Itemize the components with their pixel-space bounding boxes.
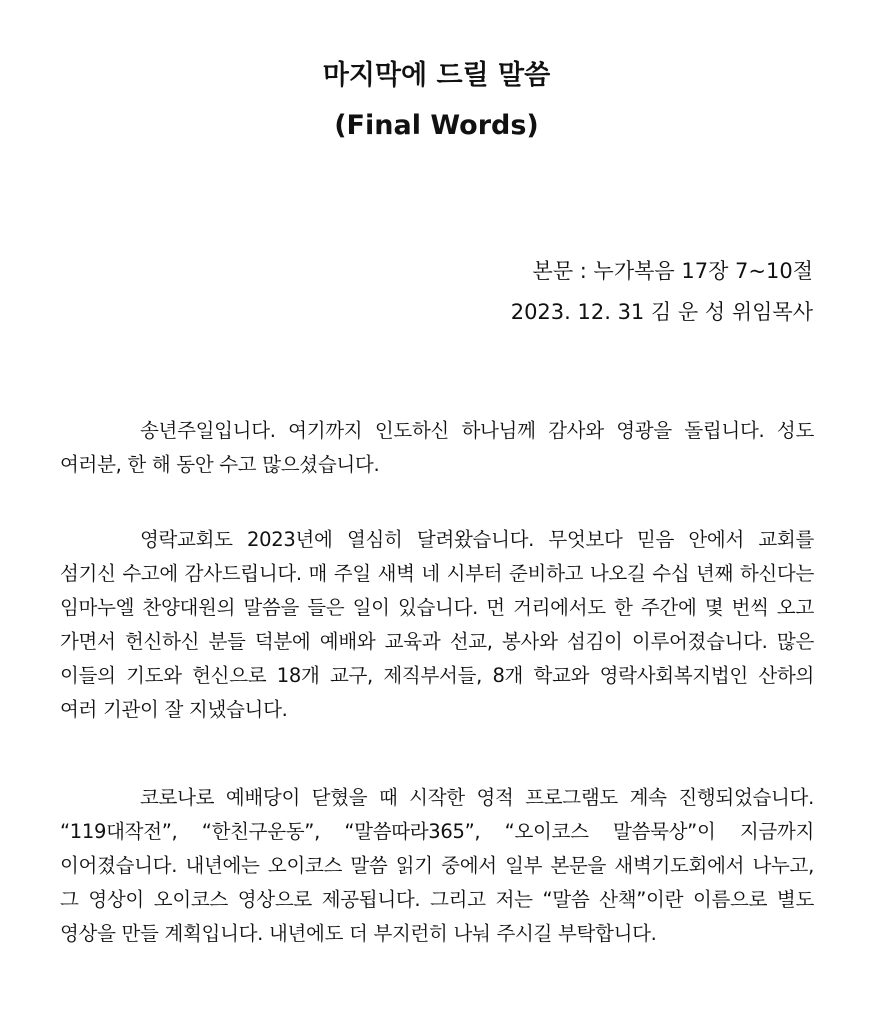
title-korean: 마지막에 드릴 말씀 xyxy=(322,60,551,91)
paragraph-1: 송년주일입니다. 여기까지 인도하신 하나님께 감사와 영광을 돌립니다. 성도 여러분, 한 해 동안 수고 많으셨습니다. xyxy=(60,419,814,476)
title-english: (Final Words) xyxy=(334,110,539,141)
paragraph-3: 코로나로 예배당이 닫혔을 때 시작한 영적 프로그램도 계속 진행되었습니다. “119대작전”, “한친구운동”, “말씀따라365”, “오이코스 말씀묵상”이 지금까지 이어졌습니다. 내년에는 오이코스 말씀 읽기 중에서 일부 본문을 새벽기도회에서 나누고, 그 영상이 오이코스 영상으로 제공됩니다. 그리고 저는 “말씀 산책”이란 이름으로 별도 영상을 만들 계획입니다. 내년에도 더 부지런히 나눠 주시길 부탁합니다. xyxy=(60,786,814,945)
paragraph-2: 영락교회도 2023년에 열심히 달려왔습니다. 무엇보다 믿음 안에서 교회를 섬기신 수고에 감사드립니다. 매 주일 새벽 네 시부터 준비하고 나오길 수십 년째 하신다는 임마누엘 찬양대원의 말씀을 들은 일이 있습니다. 먼 거리에서도 한 주간에 몇 번씩 오고 가면서 헌신하신 분들 덕분에 예배와 교육과 선교, 봉사와 섬김이 이루어졌습니다. 많은 이들의 기도와 헌신으로 18개 교구, 제직부서들, 8개 학교와 영락사회복지법인 산하의 여러 기관이 잘 지냈습니다. xyxy=(60,528,814,721)
date-author: 2023. 12. 31 김 운 성 위임목사 xyxy=(510,300,813,324)
scripture-reference: 본문 : 누가복음 17장 7~10절 xyxy=(532,259,813,283)
